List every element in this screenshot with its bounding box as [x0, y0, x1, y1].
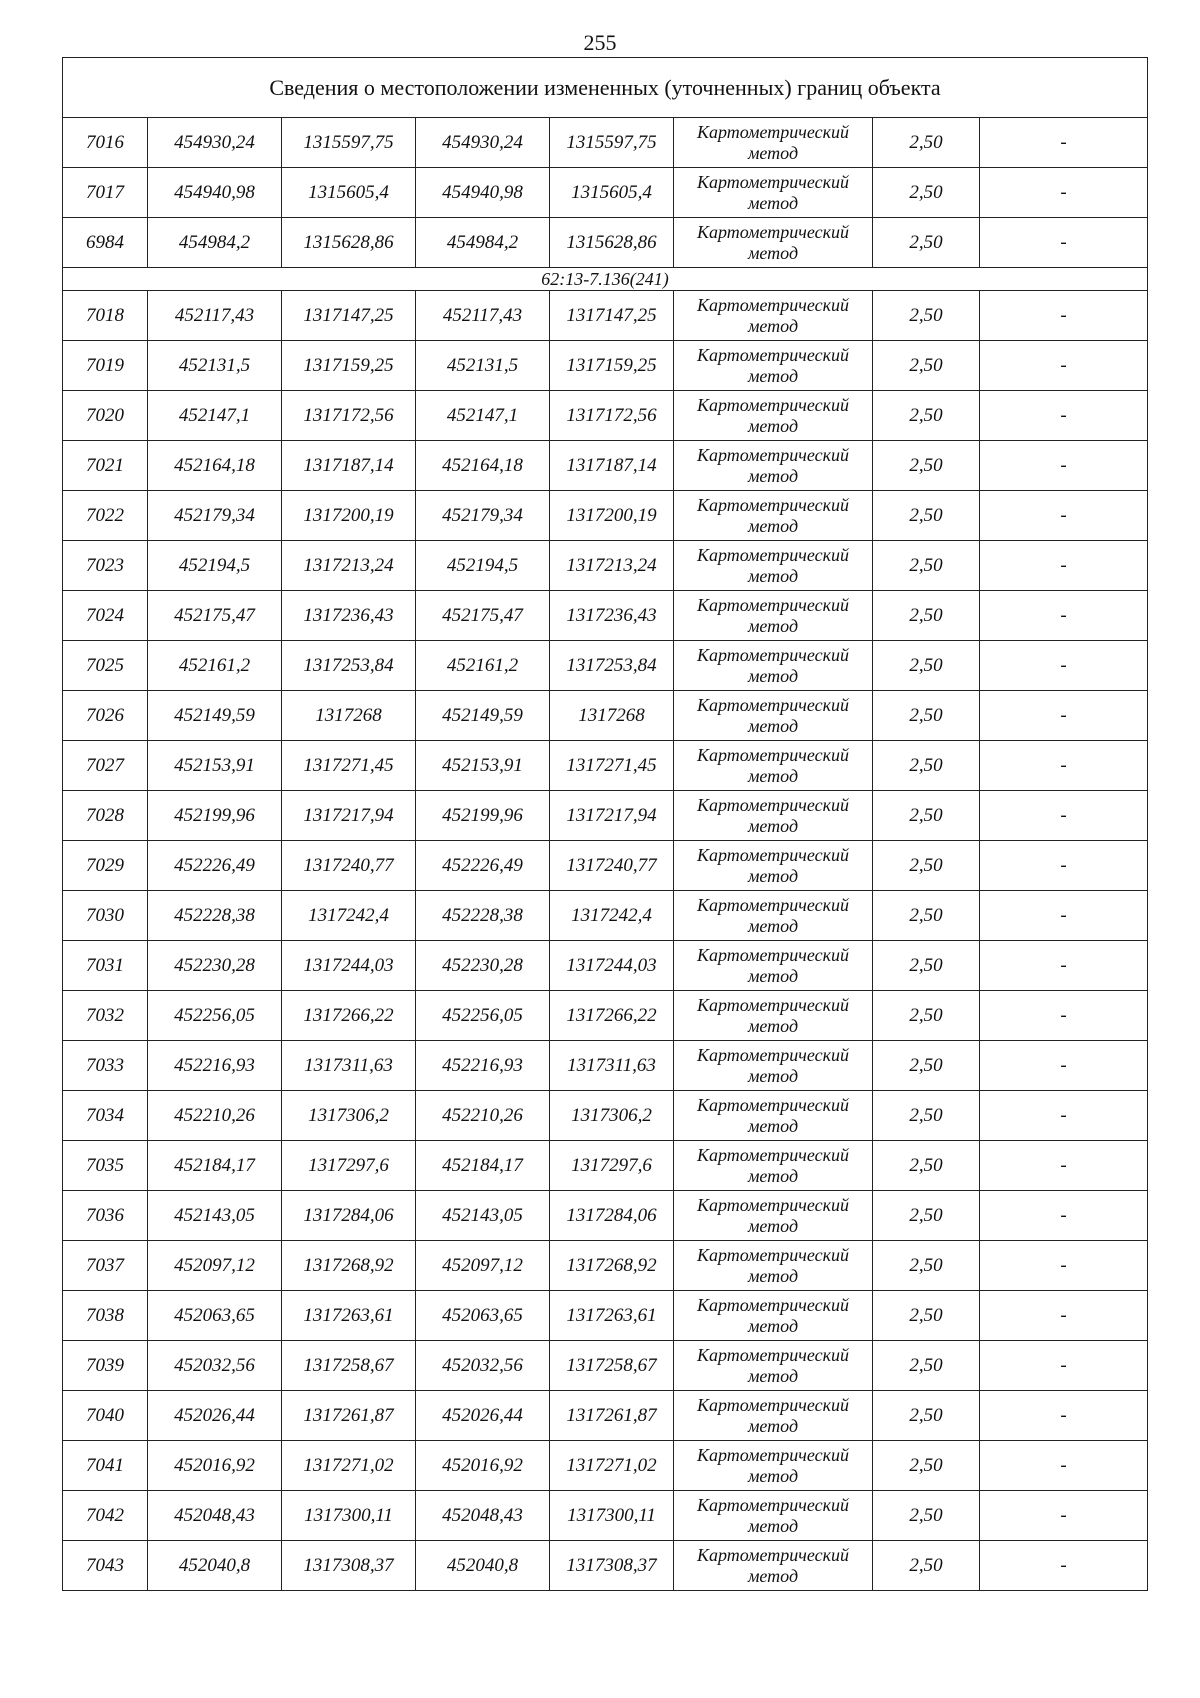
x-existing-cell: 452161,2 [148, 641, 282, 691]
y-existing-cell: 1317147,25 [282, 291, 416, 341]
x-existing-cell: 452016,92 [148, 1441, 282, 1491]
x-new-cell: 454940,98 [416, 168, 550, 218]
accuracy-cell: 2,50 [873, 1241, 980, 1291]
x-new-cell: 454930,24 [416, 118, 550, 168]
y-new-cell: 1317172,56 [550, 391, 674, 441]
description-cell: - [980, 1491, 1148, 1541]
table-row [63, 1091, 1148, 1141]
description-cell: - [980, 1041, 1148, 1091]
method-cell: Картометрический метод [674, 1491, 873, 1541]
y-existing-cell: 1317271,45 [282, 741, 416, 791]
table-row [63, 941, 1148, 991]
method-cell: Картометрический метод [674, 1391, 873, 1441]
description-cell: - [980, 441, 1148, 491]
y-new-cell: 1317306,2 [550, 1091, 674, 1141]
table-title-row [63, 58, 1148, 118]
y-new-cell: 1317297,6 [550, 1141, 674, 1191]
method-cell: Картометрический метод [674, 291, 873, 341]
x-new-cell: 452175,47 [416, 591, 550, 641]
x-new-cell: 452230,28 [416, 941, 550, 991]
accuracy-cell: 2,50 [873, 1191, 980, 1241]
method-cell: Картометрический метод [674, 491, 873, 541]
method-cell: Картометрический метод [674, 1041, 873, 1091]
accuracy-cell: 2,50 [873, 691, 980, 741]
x-new-cell: 452199,96 [416, 791, 550, 841]
method-cell: Картометрический метод [674, 841, 873, 891]
accuracy-cell: 2,50 [873, 591, 980, 641]
accuracy-cell: 2,50 [873, 1041, 980, 1091]
description-cell: - [980, 991, 1148, 1041]
y-new-cell: 1317263,61 [550, 1291, 674, 1341]
table-row [63, 1341, 1148, 1391]
table-row [63, 118, 1148, 168]
point-number-cell: 7041 [63, 1441, 148, 1491]
y-new-cell: 1317242,4 [550, 891, 674, 941]
accuracy-cell: 2,50 [873, 541, 980, 591]
y-new-cell: 1317268 [550, 691, 674, 741]
x-existing-cell: 454940,98 [148, 168, 282, 218]
accuracy-cell: 2,50 [873, 1441, 980, 1491]
table-row [63, 691, 1148, 741]
table-row [63, 491, 1148, 541]
accuracy-cell: 2,50 [873, 1391, 980, 1441]
y-existing-cell: 1317217,94 [282, 791, 416, 841]
method-cell: Картометрический метод [674, 341, 873, 391]
description-cell: - [980, 741, 1148, 791]
description-cell: - [980, 1241, 1148, 1291]
table-row [63, 1391, 1148, 1441]
point-number-cell: 7023 [63, 541, 148, 591]
point-number-cell: 7029 [63, 841, 148, 891]
y-existing-cell: 1317172,56 [282, 391, 416, 441]
y-new-cell: 1317258,67 [550, 1341, 674, 1391]
x-existing-cell: 452143,05 [148, 1191, 282, 1241]
method-cell: Картометрический метод [674, 391, 873, 441]
y-existing-cell: 1317187,14 [282, 441, 416, 491]
description-cell: - [980, 1541, 1148, 1591]
point-number-cell: 7031 [63, 941, 148, 991]
accuracy-cell: 2,50 [873, 341, 980, 391]
y-new-cell: 1315597,75 [550, 118, 674, 168]
table-row [63, 641, 1148, 691]
x-new-cell: 452143,05 [416, 1191, 550, 1241]
table-row [63, 218, 1148, 268]
y-existing-cell: 1317242,4 [282, 891, 416, 941]
description-cell: - [980, 791, 1148, 841]
x-existing-cell: 452131,5 [148, 341, 282, 391]
y-new-cell: 1317300,11 [550, 1491, 674, 1541]
method-cell: Картометрический метод [674, 1141, 873, 1191]
point-number-cell: 7018 [63, 291, 148, 341]
x-new-cell: 452216,93 [416, 1041, 550, 1091]
x-existing-cell: 452164,18 [148, 441, 282, 491]
x-existing-cell: 454984,2 [148, 218, 282, 268]
y-new-cell: 1317284,06 [550, 1191, 674, 1241]
accuracy-cell: 2,50 [873, 168, 980, 218]
method-cell: Картометрический метод [674, 891, 873, 941]
x-new-cell: 452016,92 [416, 1441, 550, 1491]
accuracy-cell: 2,50 [873, 941, 980, 991]
y-existing-cell: 1317263,61 [282, 1291, 416, 1341]
table-row [63, 341, 1148, 391]
accuracy-cell: 2,50 [873, 841, 980, 891]
x-new-cell: 452117,43 [416, 291, 550, 341]
description-cell: - [980, 1391, 1148, 1441]
description-cell: - [980, 118, 1148, 168]
description-cell: - [980, 341, 1148, 391]
accuracy-cell: 2,50 [873, 1291, 980, 1341]
point-number-cell: 7027 [63, 741, 148, 791]
x-existing-cell: 452210,26 [148, 1091, 282, 1141]
y-existing-cell: 1317240,77 [282, 841, 416, 891]
point-number-cell: 7037 [63, 1241, 148, 1291]
table-row [63, 1291, 1148, 1341]
point-number-cell: 7019 [63, 341, 148, 391]
description-cell: - [980, 168, 1148, 218]
accuracy-cell: 2,50 [873, 441, 980, 491]
y-new-cell: 1317271,45 [550, 741, 674, 791]
x-existing-cell: 452179,34 [148, 491, 282, 541]
method-cell: Картометрический метод [674, 541, 873, 591]
table-row [63, 741, 1148, 791]
x-new-cell: 452210,26 [416, 1091, 550, 1141]
y-existing-cell: 1317159,25 [282, 341, 416, 391]
x-new-cell: 452149,59 [416, 691, 550, 741]
description-cell: - [980, 218, 1148, 268]
x-new-cell: 452131,5 [416, 341, 550, 391]
y-new-cell: 1317240,77 [550, 841, 674, 891]
point-number-cell: 7039 [63, 1341, 148, 1391]
description-cell: - [980, 1291, 1148, 1341]
table-row [63, 841, 1148, 891]
method-cell: Картометрический метод [674, 941, 873, 991]
x-new-cell: 452161,2 [416, 641, 550, 691]
y-existing-cell: 1317300,11 [282, 1491, 416, 1541]
accuracy-cell: 2,50 [873, 491, 980, 541]
x-existing-cell: 452199,96 [148, 791, 282, 841]
accuracy-cell: 2,50 [873, 1341, 980, 1391]
accuracy-cell: 2,50 [873, 1091, 980, 1141]
y-new-cell: 1315605,4 [550, 168, 674, 218]
method-cell: Картометрический метод [674, 791, 873, 841]
x-existing-cell: 452026,44 [148, 1391, 282, 1441]
y-new-cell: 1317213,24 [550, 541, 674, 591]
description-cell: - [980, 541, 1148, 591]
x-existing-cell: 452194,5 [148, 541, 282, 591]
y-existing-cell: 1317308,37 [282, 1541, 416, 1591]
point-number-cell: 7026 [63, 691, 148, 741]
accuracy-cell: 2,50 [873, 118, 980, 168]
y-existing-cell: 1317213,24 [282, 541, 416, 591]
point-number-cell: 7036 [63, 1191, 148, 1241]
table-row [63, 168, 1148, 218]
table-row [63, 391, 1148, 441]
x-new-cell: 452063,65 [416, 1291, 550, 1341]
x-new-cell: 452040,8 [416, 1541, 550, 1591]
method-cell: Картометрический метод [674, 1291, 873, 1341]
point-number-cell: 7022 [63, 491, 148, 541]
y-existing-cell: 1315597,75 [282, 118, 416, 168]
description-cell: - [980, 1091, 1148, 1141]
description-cell: - [980, 1141, 1148, 1191]
x-existing-cell: 452048,43 [148, 1491, 282, 1541]
description-cell: - [980, 641, 1148, 691]
x-new-cell: 452097,12 [416, 1241, 550, 1291]
boundary-coordinates-table [62, 57, 1148, 1591]
table-title: Сведения о местоположении измененных (уточненных) границ объекта [63, 58, 1148, 118]
x-existing-cell: 452040,8 [148, 1541, 282, 1591]
y-existing-cell: 1317266,22 [282, 991, 416, 1041]
y-existing-cell: 1317271,02 [282, 1441, 416, 1491]
point-number-cell: 7043 [63, 1541, 148, 1591]
section-label: 62:13-7.136(241) [63, 268, 1148, 291]
description-cell: - [980, 1191, 1148, 1241]
x-new-cell: 452048,43 [416, 1491, 550, 1541]
table-row [63, 1541, 1148, 1591]
table-row [63, 1441, 1148, 1491]
x-new-cell: 452153,91 [416, 741, 550, 791]
y-existing-cell: 1317268,92 [282, 1241, 416, 1291]
y-existing-cell: 1317284,06 [282, 1191, 416, 1241]
x-new-cell: 452147,1 [416, 391, 550, 441]
y-existing-cell: 1317297,6 [282, 1141, 416, 1191]
point-number-cell: 7021 [63, 441, 148, 491]
table-row [63, 991, 1148, 1041]
description-cell: - [980, 491, 1148, 541]
point-number-cell: 7017 [63, 168, 148, 218]
x-new-cell: 452228,38 [416, 891, 550, 941]
y-new-cell: 1317147,25 [550, 291, 674, 341]
method-cell: Картометрический метод [674, 1091, 873, 1141]
y-existing-cell: 1317311,63 [282, 1041, 416, 1091]
x-existing-cell: 454930,24 [148, 118, 282, 168]
y-existing-cell: 1317253,84 [282, 641, 416, 691]
x-existing-cell: 452117,43 [148, 291, 282, 341]
table-row [63, 1241, 1148, 1291]
point-number-cell: 7025 [63, 641, 148, 691]
table-row [63, 1491, 1148, 1541]
method-cell: Картометрический метод [674, 1541, 873, 1591]
table-row [63, 541, 1148, 591]
table-row [63, 291, 1148, 341]
x-existing-cell: 452226,49 [148, 841, 282, 891]
method-cell: Картометрический метод [674, 1341, 873, 1391]
y-existing-cell: 1317261,87 [282, 1391, 416, 1441]
table-row [63, 1141, 1148, 1191]
description-cell: - [980, 291, 1148, 341]
y-new-cell: 1317253,84 [550, 641, 674, 691]
method-cell: Картометрический метод [674, 168, 873, 218]
table-row [63, 791, 1148, 841]
point-number-cell: 7040 [63, 1391, 148, 1441]
x-existing-cell: 452153,91 [148, 741, 282, 791]
method-cell: Картометрический метод [674, 1441, 873, 1491]
x-existing-cell: 452147,1 [148, 391, 282, 441]
y-existing-cell: 1317306,2 [282, 1091, 416, 1141]
description-cell: - [980, 1441, 1148, 1491]
y-new-cell: 1317236,43 [550, 591, 674, 641]
y-new-cell: 1317311,63 [550, 1041, 674, 1091]
accuracy-cell: 2,50 [873, 791, 980, 841]
x-new-cell: 452194,5 [416, 541, 550, 591]
method-cell: Картометрический метод [674, 1241, 873, 1291]
table-row [63, 1191, 1148, 1241]
point-number-cell: 7030 [63, 891, 148, 941]
accuracy-cell: 2,50 [873, 641, 980, 691]
accuracy-cell: 2,50 [873, 291, 980, 341]
description-cell: - [980, 1341, 1148, 1391]
method-cell: Картометрический метод [674, 741, 873, 791]
y-new-cell: 1317308,37 [550, 1541, 674, 1591]
x-new-cell: 452256,05 [416, 991, 550, 1041]
accuracy-cell: 2,50 [873, 218, 980, 268]
x-existing-cell: 452256,05 [148, 991, 282, 1041]
point-number-cell: 7016 [63, 118, 148, 168]
y-existing-cell: 1317236,43 [282, 591, 416, 641]
description-cell: - [980, 941, 1148, 991]
x-new-cell: 452026,44 [416, 1391, 550, 1441]
y-new-cell: 1317271,02 [550, 1441, 674, 1491]
x-existing-cell: 452216,93 [148, 1041, 282, 1091]
y-new-cell: 1317200,19 [550, 491, 674, 541]
method-cell: Картометрический метод [674, 641, 873, 691]
table-row [63, 441, 1148, 491]
x-existing-cell: 452175,47 [148, 591, 282, 641]
x-existing-cell: 452228,38 [148, 891, 282, 941]
method-cell: Картометрический метод [674, 591, 873, 641]
point-number-cell: 7042 [63, 1491, 148, 1541]
point-number-cell: 7034 [63, 1091, 148, 1141]
section-row [63, 268, 1148, 291]
page-number: 255 [583, 30, 617, 55]
point-number-cell: 7020 [63, 391, 148, 441]
table-row [63, 1041, 1148, 1091]
accuracy-cell: 2,50 [873, 741, 980, 791]
accuracy-cell: 2,50 [873, 1141, 980, 1191]
accuracy-cell: 2,50 [873, 1491, 980, 1541]
point-number-cell: 6984 [63, 218, 148, 268]
x-existing-cell: 452097,12 [148, 1241, 282, 1291]
description-cell: - [980, 391, 1148, 441]
point-number-cell: 7032 [63, 991, 148, 1041]
description-cell: - [980, 591, 1148, 641]
point-number-cell: 7033 [63, 1041, 148, 1091]
description-cell: - [980, 841, 1148, 891]
method-cell: Картометрический метод [674, 1191, 873, 1241]
method-cell: Картометрический метод [674, 218, 873, 268]
x-existing-cell: 452230,28 [148, 941, 282, 991]
method-cell: Картометрический метод [674, 991, 873, 1041]
x-existing-cell: 452184,17 [148, 1141, 282, 1191]
table-row [63, 591, 1148, 641]
y-new-cell: 1317268,92 [550, 1241, 674, 1291]
x-new-cell: 452032,56 [416, 1341, 550, 1391]
accuracy-cell: 2,50 [873, 391, 980, 441]
y-existing-cell: 1315605,4 [282, 168, 416, 218]
x-new-cell: 454984,2 [416, 218, 550, 268]
point-number-cell: 7028 [63, 791, 148, 841]
description-cell: - [980, 891, 1148, 941]
point-number-cell: 7038 [63, 1291, 148, 1341]
y-existing-cell: 1317200,19 [282, 491, 416, 541]
y-new-cell: 1317244,03 [550, 941, 674, 991]
y-new-cell: 1317261,87 [550, 1391, 674, 1441]
y-existing-cell: 1317268 [282, 691, 416, 741]
method-cell: Картометрический метод [674, 441, 873, 491]
method-cell: Картометрический метод [674, 691, 873, 741]
point-number-cell: 7035 [63, 1141, 148, 1191]
x-new-cell: 452184,17 [416, 1141, 550, 1191]
accuracy-cell: 2,50 [873, 891, 980, 941]
point-number-cell: 7024 [63, 591, 148, 641]
y-new-cell: 1317217,94 [550, 791, 674, 841]
y-existing-cell: 1317244,03 [282, 941, 416, 991]
x-existing-cell: 452032,56 [148, 1341, 282, 1391]
x-existing-cell: 452149,59 [148, 691, 282, 741]
x-new-cell: 452179,34 [416, 491, 550, 541]
x-existing-cell: 452063,65 [148, 1291, 282, 1341]
y-new-cell: 1317159,25 [550, 341, 674, 391]
description-cell: - [980, 691, 1148, 741]
x-new-cell: 452164,18 [416, 441, 550, 491]
method-cell: Картометрический метод [674, 118, 873, 168]
y-new-cell: 1315628,86 [550, 218, 674, 268]
table-row [63, 891, 1148, 941]
x-new-cell: 452226,49 [416, 841, 550, 891]
y-existing-cell: 1317258,67 [282, 1341, 416, 1391]
y-new-cell: 1317187,14 [550, 441, 674, 491]
accuracy-cell: 2,50 [873, 991, 980, 1041]
y-existing-cell: 1315628,86 [282, 218, 416, 268]
y-new-cell: 1317266,22 [550, 991, 674, 1041]
accuracy-cell: 2,50 [873, 1541, 980, 1591]
